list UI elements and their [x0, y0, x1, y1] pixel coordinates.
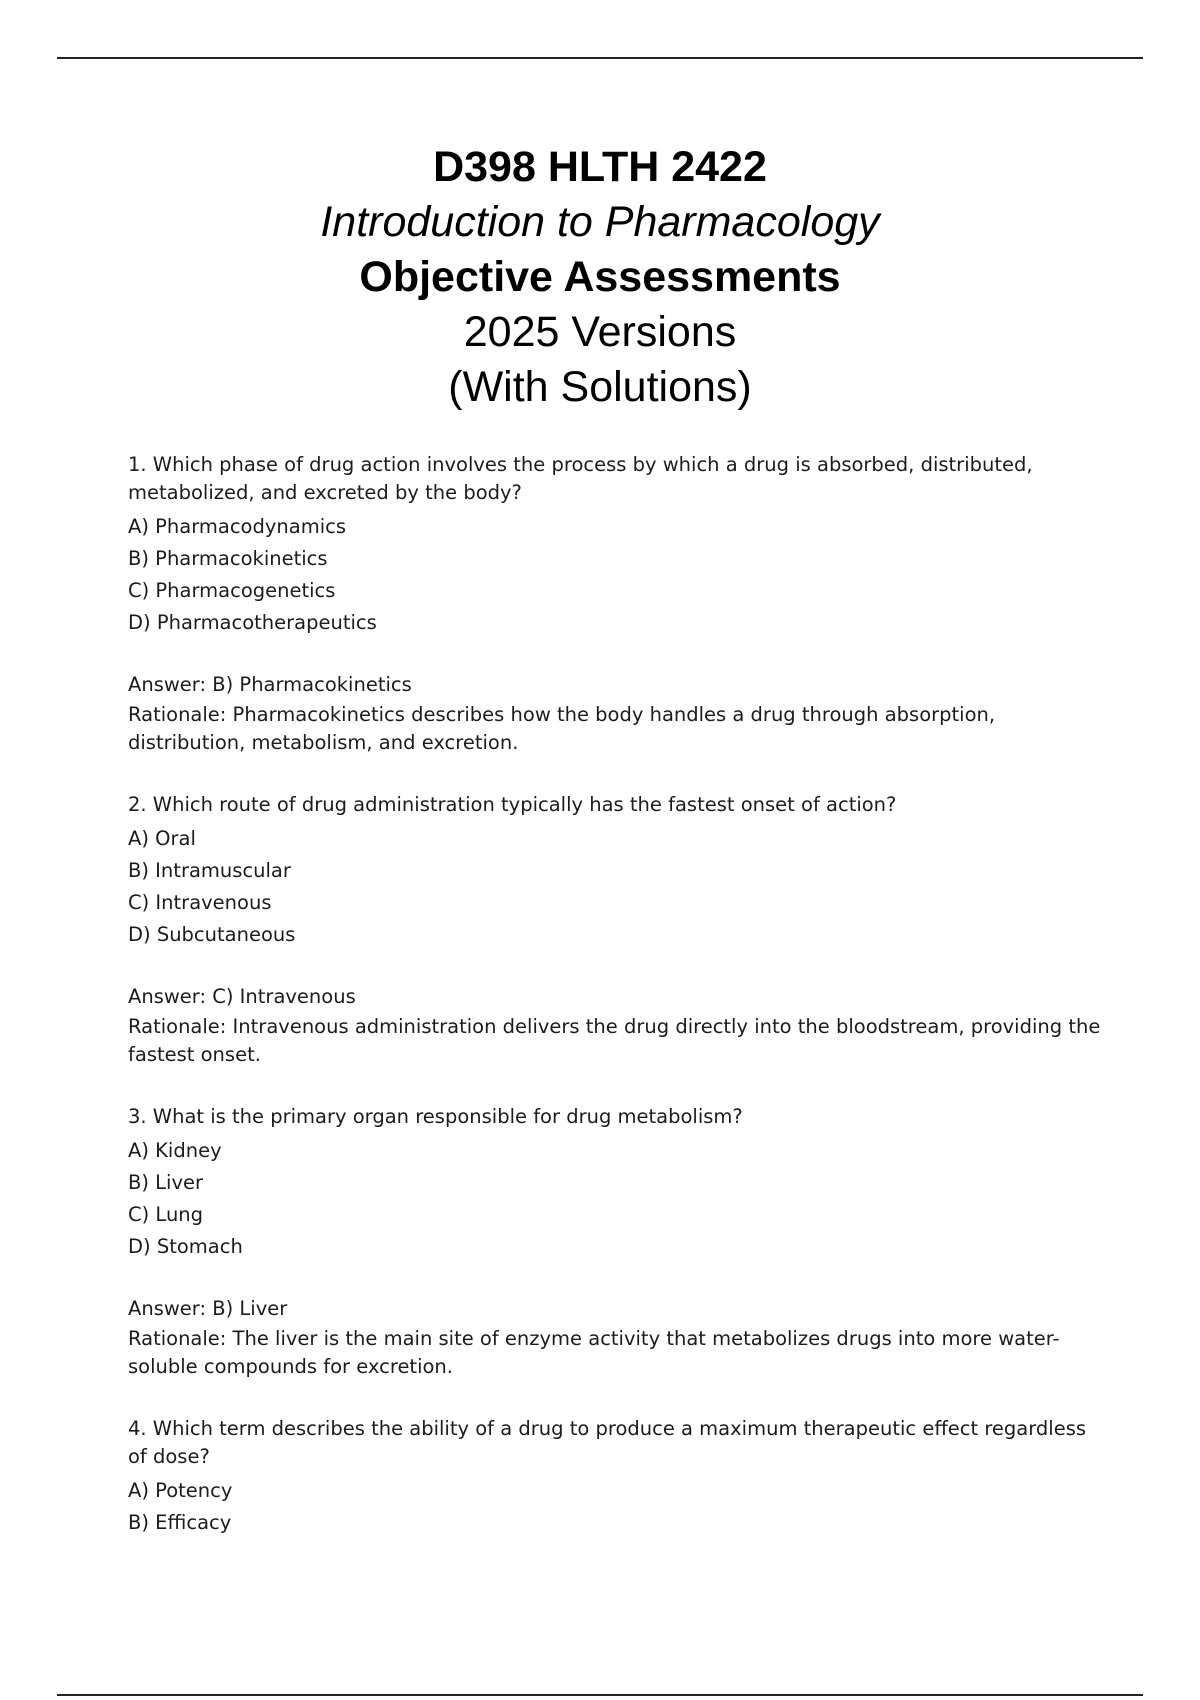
- rationale-text: Rationale: The liver is the main site of enzyme activity that metabolizes drugs into more water-soluble compounds for excretion.: [128, 1327, 1060, 1378]
- document-title-block: [0, 140, 1200, 415]
- course-name-title: Introduction to Pharmacology: [320, 198, 880, 246]
- option-a: A) Kidney: [128, 1139, 222, 1162]
- solutions-note-title: (With Solutions): [448, 363, 752, 411]
- question-text: 4. Which term describes the ability of a drug to produce a maximum therapeutic effect regardless of dose?: [128, 1417, 1087, 1468]
- option-a: A) Pharmacodynamics: [128, 515, 347, 538]
- option-c: C) Pharmacogenetics: [128, 579, 336, 602]
- option-b: B) Intramuscular: [128, 859, 291, 882]
- question-2: [128, 791, 1108, 1069]
- top-divider: [57, 57, 1143, 59]
- answer-block: [128, 981, 1108, 1069]
- answer-text: Answer: B) Pharmacokinetics: [128, 673, 412, 696]
- question-1: [128, 451, 1108, 757]
- rationale-text: Rationale: Pharmacokinetics describes how the body handles a drug through absorption, distribution, metabolism, and excretion.: [128, 703, 996, 754]
- option-d: D) Subcutaneous: [128, 923, 296, 946]
- option-a: A) Potency: [128, 1479, 233, 1502]
- question-text: 1. Which phase of drug action involves the process by which a drug is absorbed, distributed, metabolized, and excreted by the body?: [128, 453, 1033, 504]
- option-a: A) Oral: [128, 827, 196, 850]
- option-b: B) Liver: [128, 1171, 204, 1194]
- answer-text: Answer: B) Liver: [128, 1297, 288, 1320]
- option-d: D) Pharmacotherapeutics: [128, 611, 377, 634]
- option-b: B) Efficacy: [128, 1511, 232, 1534]
- course-code-title: D398 HLTH 2422: [433, 143, 767, 191]
- question-4: [128, 1415, 1108, 1539]
- option-c: C) Intravenous: [128, 891, 272, 914]
- option-b: B) Pharmacokinetics: [128, 547, 328, 570]
- bottom-divider: [57, 1694, 1143, 1696]
- rationale-text: Rationale: Intravenous administration delivers the drug directly into the bloodstream, providing the fastest onset.: [128, 1015, 1101, 1066]
- answer-text: Answer: C) Intravenous: [128, 985, 356, 1008]
- question-3: [128, 1103, 1108, 1381]
- option-c: C) Lung: [128, 1203, 204, 1226]
- assessment-type-title: Objective Assessments: [359, 253, 841, 301]
- option-d: D) Stomach: [128, 1235, 243, 1258]
- question-text: 2. Which route of drug administration typically has the fastest onset of action?: [128, 793, 897, 816]
- question-list: [128, 451, 1108, 1573]
- version-title: 2025 Versions: [463, 308, 737, 356]
- question-text: 3. What is the primary organ responsible for drug metabolism?: [128, 1105, 743, 1128]
- answer-block: [128, 1293, 1108, 1381]
- answer-block: [128, 669, 1108, 757]
